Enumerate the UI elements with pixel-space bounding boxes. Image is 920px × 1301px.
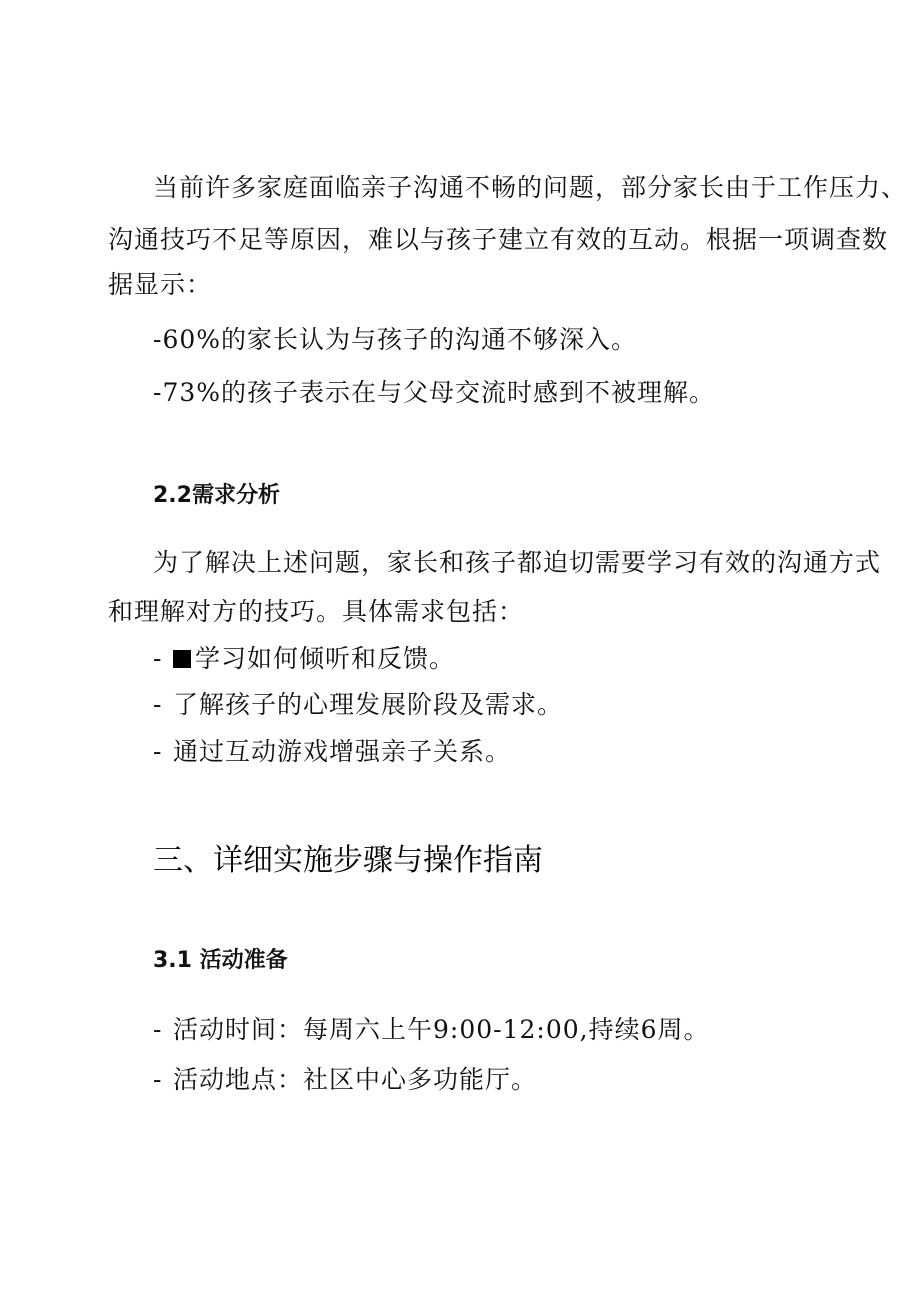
list-dash: -: [153, 644, 163, 673]
paragraph-line: 沟通技巧不足等原因，难以与孩子建立有效的互动。根据一项调查数: [108, 225, 889, 254]
list-dash: -: [153, 690, 163, 719]
section-heading: 3.1 活动准备: [153, 948, 288, 973]
stat-line: -73%的孩子表示在与父母交流时感到不被理解。: [153, 378, 716, 407]
list-item: [153, 737, 511, 767]
section-heading: 2.2需求分析: [153, 483, 280, 508]
list-item-text: 了解孩子的心理发展阶段及需求。: [173, 690, 564, 719]
list-item-text: 学习如何倾听和反馈。: [195, 644, 456, 673]
square-icon: [173, 650, 191, 668]
list-dash: -: [153, 1015, 163, 1044]
chapter-heading: 三、详细实施步骤与操作指南: [153, 843, 543, 878]
list-item-text: 活动地点：社区中心多功能厅。: [173, 1065, 538, 1094]
paragraph-line: 当前许多家庭面临亲子沟通不畅的问题，部分家长由于工作压力、: [153, 173, 908, 202]
list-item: [153, 1015, 710, 1045]
list-item: [153, 644, 455, 674]
paragraph-line: 和理解对方的技巧。具体需求包括：: [108, 597, 525, 626]
list-item-text: 通过互动游戏增强亲子关系。: [173, 737, 512, 766]
list-dash: -: [153, 737, 163, 766]
list-item-text: 活动时间：每周六上午9:00-12:00,持续6周。: [173, 1015, 710, 1044]
stat-line: -60%的家长认为与孩子的沟通不够深入。: [153, 325, 638, 354]
list-dash: -: [153, 1065, 163, 1094]
paragraph-line: 据显示：: [108, 270, 213, 299]
list-item: [153, 1065, 537, 1095]
list-item: [153, 690, 563, 720]
paragraph-line: 为了解决上述问题，家长和孩子都迫切需要学习有效的沟通方式: [153, 548, 882, 577]
